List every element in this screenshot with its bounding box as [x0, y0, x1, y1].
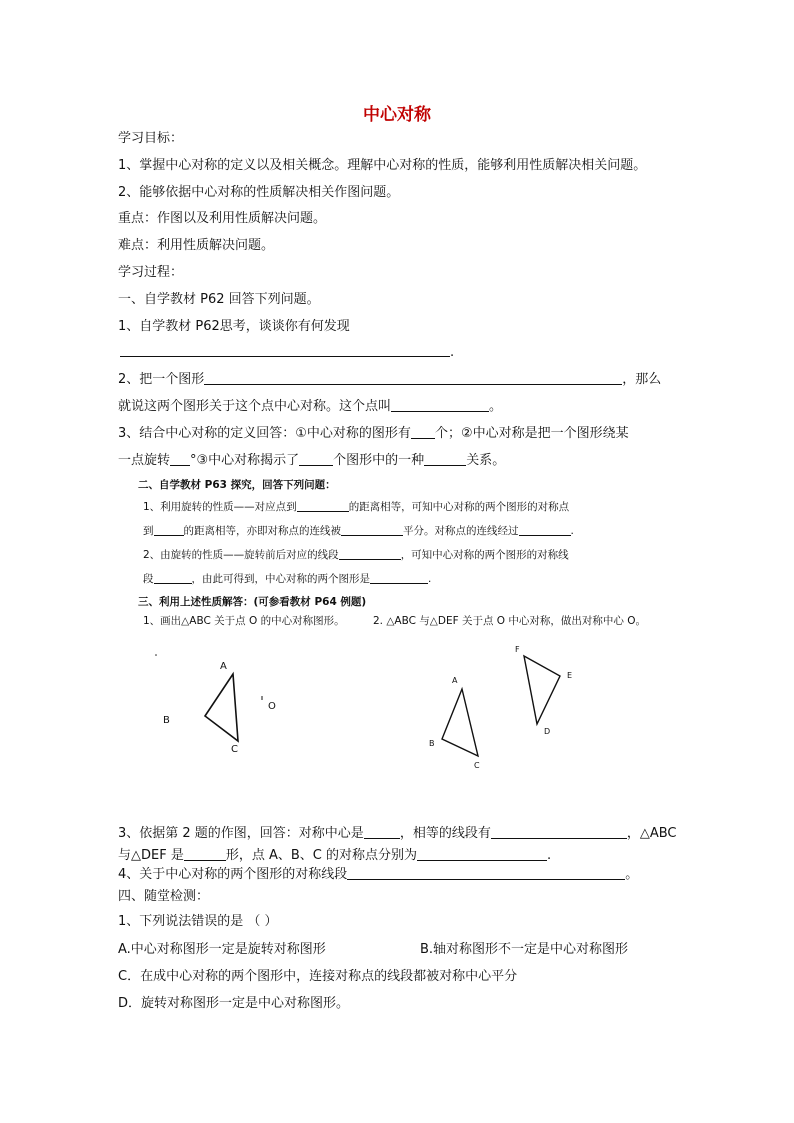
- q3-text-e: 个图形中的一种: [333, 453, 425, 468]
- section-3-heading: 三、利用上述性质解答：(可参看教材 P64 例题): [138, 596, 367, 608]
- difficulty: 难点：利用性质解决问题。: [118, 238, 275, 253]
- s2q2-text-d: ，由此可得到，中心对称的两个图形是: [191, 573, 370, 585]
- q3-text-f: 关系。: [466, 453, 506, 468]
- question-1-end: .: [450, 345, 455, 360]
- q3b-text-b: ，相等的线段有: [399, 826, 491, 841]
- q4-text-b: 。: [625, 867, 639, 882]
- test-question-1: 1、下列说法错误的是 （ ）: [118, 914, 278, 929]
- fig2-label-b: B: [429, 739, 435, 748]
- q4-text-a: 4、关于中心对称的两个图形的对称线段: [118, 867, 348, 882]
- q3b-text-e: 形，点 A、B、C 的对称点分别为: [225, 848, 417, 863]
- question-4: [118, 866, 638, 884]
- s2q2-text-e: .: [428, 573, 432, 585]
- fig1-label-a: A: [220, 661, 227, 672]
- s2q2-text-b: ，可知中心对称的两个图形的对称线: [400, 549, 569, 561]
- q3-text-a: 3、结合中心对称的定义回答：①中心对称的图形有: [118, 426, 411, 441]
- option-b: B.轴对称图形不一定是中心对称图形: [420, 942, 629, 957]
- blank: [491, 825, 627, 839]
- triangle-abc-2: [442, 689, 478, 756]
- option-a: A.中心对称图形一定是旋转对称图形: [118, 942, 326, 957]
- option-c: C．在成中心对称的两个图形中，连接对称点的线段都被对称中心平分: [118, 969, 518, 984]
- s3-question-1: 1、画出△ABC 关于点 O 的中心对称图形。: [143, 615, 345, 627]
- q3b-text-c: ，△ABC: [626, 826, 677, 841]
- fig2-label-e: E: [567, 671, 573, 680]
- q2-text-c: 就说这两个图形关于这个点中心对称。这个点叫: [118, 399, 392, 414]
- s2q2-text-c: 段: [143, 573, 154, 585]
- page-title: 中心对称: [363, 105, 431, 125]
- q3-text-d: °③中心对称揭示了: [190, 453, 300, 468]
- option-d: D．旋转对称图形一定是中心对称图形。: [118, 996, 350, 1011]
- fig2-label-a: A: [452, 676, 458, 685]
- q3-text-b: 个；②中心对称是把一个图形绕某: [434, 426, 629, 441]
- section-4-heading: 四、随堂检测：: [118, 889, 210, 904]
- s2q1-text-b: 的距离相等，可知中心对称的两个图形的对称点: [348, 501, 570, 513]
- fig2-label-c: C: [474, 761, 480, 770]
- section-2-heading: 二、自学教材 P63 探究，回答下列问题：: [138, 479, 336, 491]
- goals-heading: 学习目标：: [118, 131, 184, 146]
- s2q1-text-c: 到: [143, 525, 154, 537]
- blank: [347, 866, 625, 880]
- s2q1-text-a: 1、利用旋转的性质——对应点到: [143, 501, 297, 513]
- fig1-label-b: B: [163, 715, 170, 726]
- question-1: 1、自学教材 P62思考，谈谈你有何发现: [118, 319, 350, 334]
- fig1-label-o: O: [268, 701, 276, 712]
- q3b-text-f: .: [547, 848, 552, 863]
- s2q2-text-a: 2、由旋转的性质——旋转前后对应的线段: [143, 549, 339, 561]
- q3-text-c: 一点旋转: [118, 453, 171, 468]
- question-3b-line2: [118, 847, 551, 865]
- q2-text-b: ，那么: [622, 372, 662, 387]
- q2-text-d: 。: [489, 399, 503, 414]
- fig1-label-c: C: [231, 744, 238, 755]
- s3-question-2: 2. △ABC 与△DEF 关于点 O 中心对称，做出对称中心 O。: [373, 615, 647, 627]
- s2q1-text-f: .: [570, 525, 574, 537]
- blank: [364, 825, 400, 839]
- question-3b-line1: [118, 825, 677, 843]
- q3b-text-d: 与△DEF 是: [118, 848, 184, 863]
- fig2-label-d: D: [544, 727, 551, 736]
- blank: [417, 847, 547, 861]
- section-1-heading: 一、自学教材 P62 回答下列问题。: [118, 292, 320, 307]
- process-heading: 学习过程：: [118, 265, 184, 280]
- triangle-abc-1: [205, 674, 238, 741]
- triangle-def: [524, 656, 560, 724]
- goal-1: 1、掌握中心对称的定义以及相关概念。理解中心对称的性质，能够利用性质解决相关问题。: [118, 158, 647, 173]
- blank: [184, 847, 226, 861]
- q2-text-a: 2、把一个图形: [118, 372, 205, 387]
- s2q1-text-d: 的距离相等，亦即对称点的连线被: [183, 525, 341, 537]
- goal-2: 2、能够依据中心对称的性质解决相关作图问题。: [118, 185, 400, 200]
- key-point: 重点：作图以及利用性质解决问题。: [118, 211, 327, 226]
- q3b-text-a: 3、依据第 2 题的作图，回答：对称中心是: [118, 826, 364, 841]
- fig2-label-f: F: [515, 645, 520, 654]
- s2q1-text-e: 平分。对称点的连线经过: [403, 525, 519, 537]
- stray-dot: [155, 654, 157, 656]
